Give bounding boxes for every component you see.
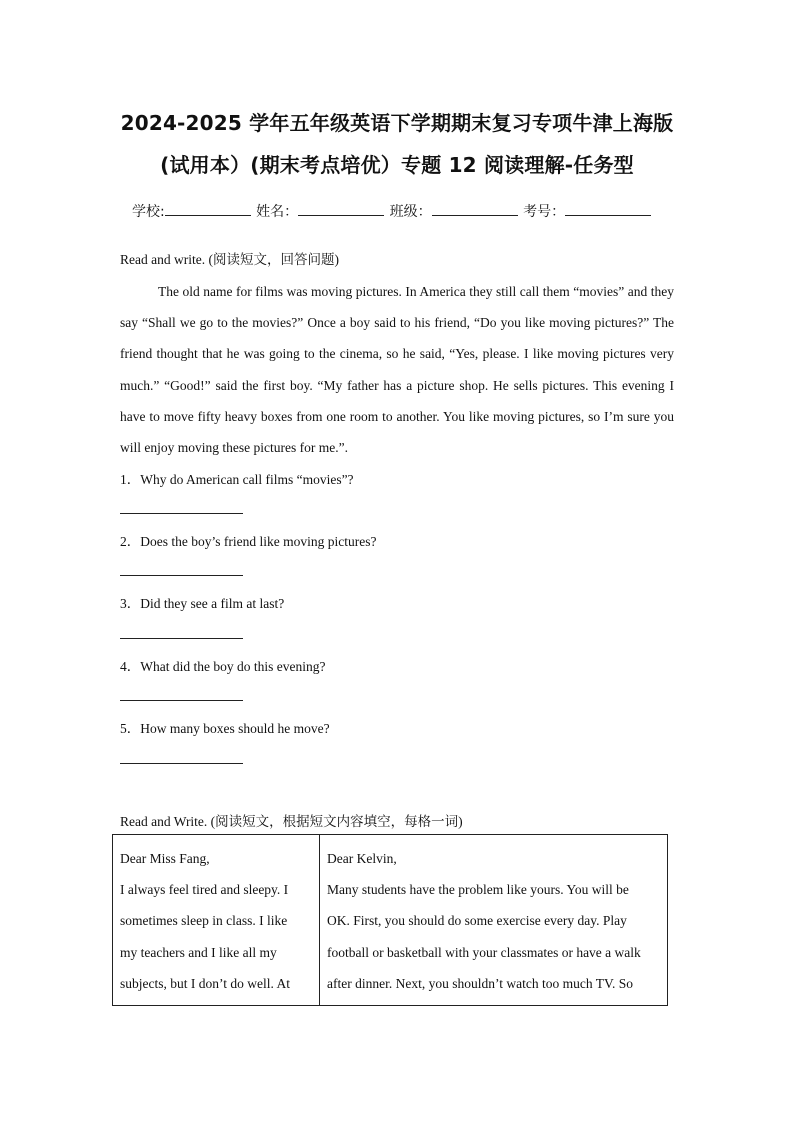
exam-number-label: 考号：: [523, 204, 566, 220]
school-blank[interactable]: [165, 201, 251, 216]
letter-line: OK. First, you should do some exercise every day. Play: [327, 913, 627, 929]
question-1: 1．Why do American call films “movies”?: [120, 472, 354, 487]
section-1-instruction: Read and write. (阅读短文，回答问题): [120, 252, 339, 267]
class-blank[interactable]: [432, 201, 518, 216]
question-4: 4．What did the boy do this evening?: [120, 659, 326, 674]
answer-line-5[interactable]: [120, 763, 243, 764]
answer-line-2[interactable]: [120, 575, 243, 576]
letter-to-miss-fang: [113, 835, 320, 1006]
document-title-line-1: 2024-2025 学年五年级英语下学期期末复习专项牛津上海版: [120, 111, 674, 135]
school-label: 学校:: [132, 204, 165, 220]
class-label: 班级：: [389, 204, 432, 220]
letter-line: football or basketball with your classmates or have a walk: [327, 944, 641, 960]
question-3: 3．Did they see a film at last?: [120, 596, 285, 611]
letter-line: Dear Kelvin,: [327, 851, 397, 866]
answer-line-1[interactable]: [120, 513, 243, 514]
question-5: 5．How many boxes should he move?: [120, 721, 330, 736]
question-2: 2．Does the boy’s friend like moving pictures?: [120, 534, 377, 549]
exam-number-blank[interactable]: [565, 201, 651, 216]
name-label: 姓名：: [256, 204, 299, 220]
name-blank[interactable]: [298, 201, 384, 216]
document-title-line-2: (试用本）(期末考点培优）专题 12 阅读理解-任务型: [160, 153, 634, 177]
letter-line: I always feel tired and sleepy. I: [120, 882, 289, 898]
letter-line: subjects, but I don’t do well. At: [120, 975, 290, 991]
letter-line: sometimes sleep in class. I like: [120, 913, 288, 929]
letter-line: Dear Miss Fang,: [120, 851, 210, 866]
answer-line-3[interactable]: [120, 638, 243, 639]
reply-to-kelvin: [320, 835, 668, 1006]
letter-line: after dinner. Next, you shouldn’t watch too much TV. So: [327, 975, 633, 991]
section-2-instruction: Read and Write. (阅读短文，根据短文内容填空，每格一词): [120, 814, 463, 829]
answer-line-4[interactable]: [120, 700, 243, 701]
letter-line: my teachers and I like all my: [120, 944, 277, 960]
reading-passage: The old name for films was moving pictures. In America they still call them “movies” and they say “Shall we go to the movies?” Once a boy said to his friend, “Do you like moving pictures?” The friend thought that he was going to the cinema, so he said, “Yes, please. I like moving pictures very much.” “Good!” said the first boy. “My father has a picture shop. He sells pictures. This evening I have to move fifty heavy boxes from one room to another. You like moving pictures, so I’m sure you will enjoy moving these pictures for me.”.: [120, 284, 674, 456]
student-info-row: [132, 201, 672, 221]
letter-line: Many students have the problem like yours. You will be: [327, 882, 629, 898]
letters-table: [112, 834, 668, 1006]
